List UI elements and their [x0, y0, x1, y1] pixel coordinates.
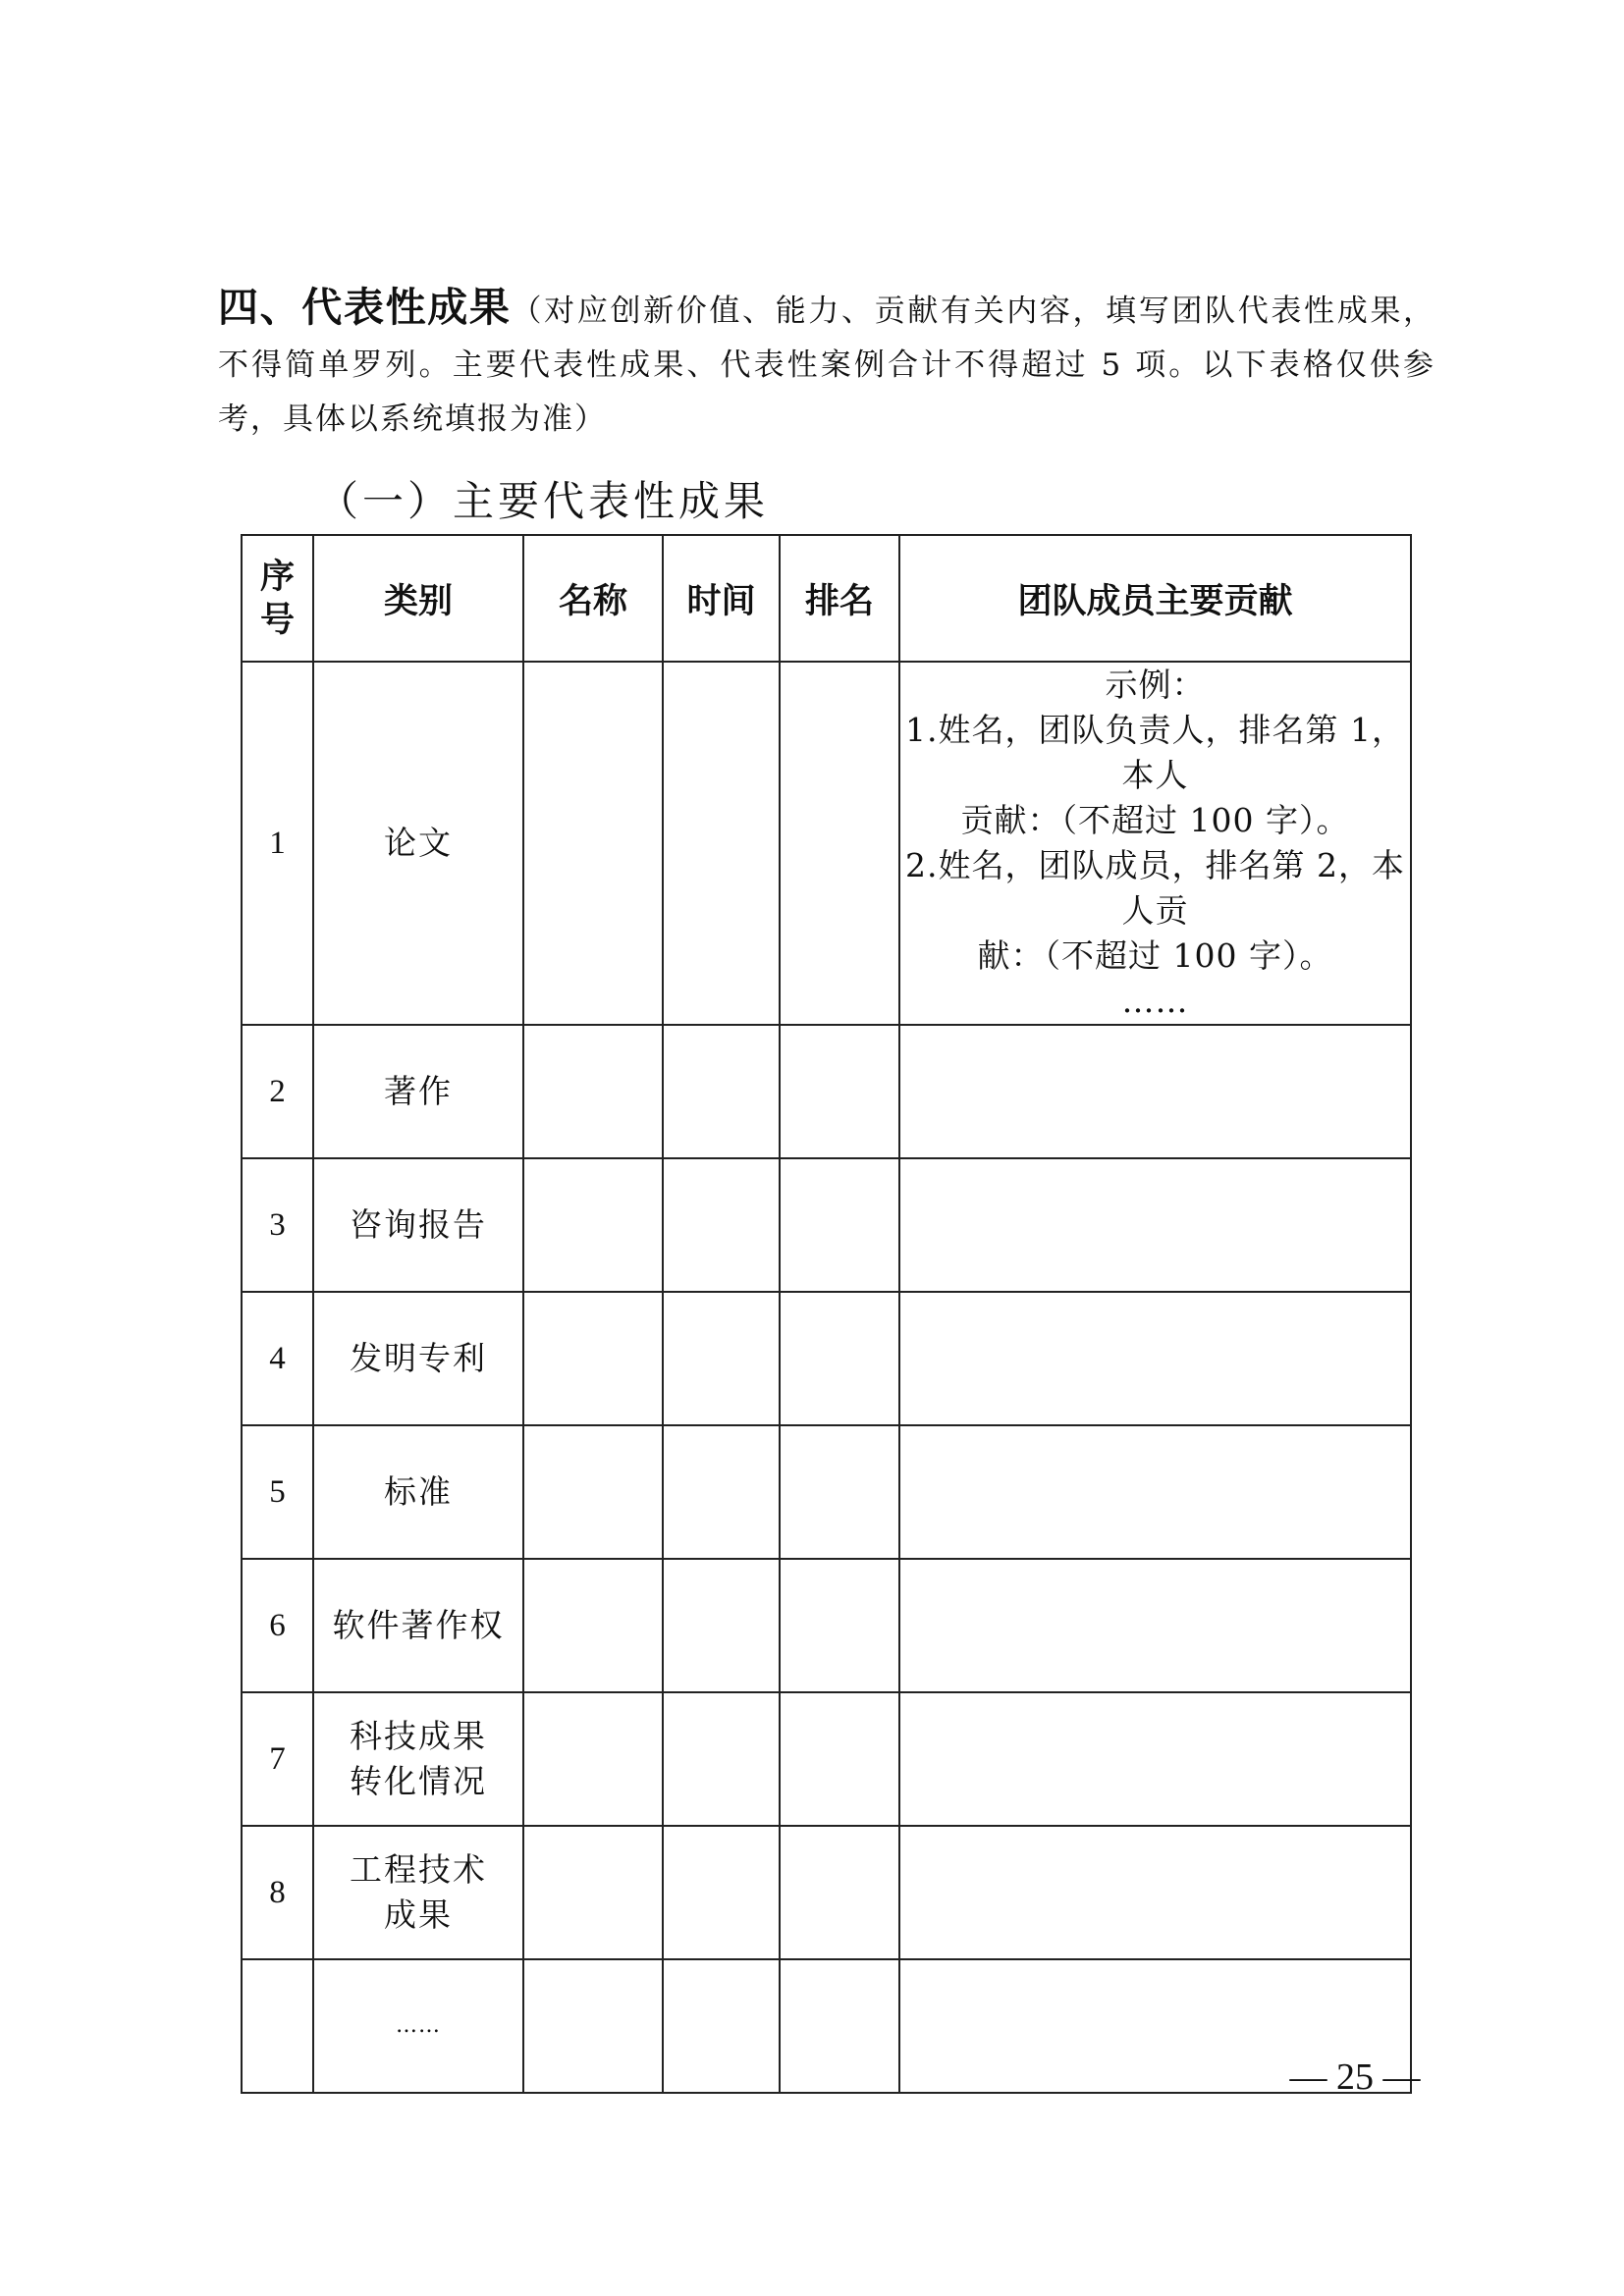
cell-category: [313, 1826, 523, 1959]
category-line: ……: [396, 2013, 441, 2038]
header-rank: 排名: [780, 535, 899, 662]
cell-time: [663, 1158, 780, 1292]
category-line: 工程技术: [350, 1850, 487, 1889]
cell-category: [313, 1692, 523, 1826]
cell-rank: [780, 1425, 899, 1559]
header-name: 名称: [523, 535, 663, 662]
cell-category: [313, 1559, 523, 1692]
cell-name: [523, 1292, 663, 1425]
category-line: 论文: [384, 824, 453, 862]
cell-category: [313, 1959, 523, 2093]
cell-rank: [780, 1025, 899, 1158]
header-serial-line-1: 序: [259, 557, 295, 597]
category-line: 发明专利: [350, 1339, 487, 1377]
subsection-title: （一）主要代表性成果: [317, 477, 770, 525]
cell-serial-number: 6: [242, 1559, 313, 1692]
table-row: [242, 1292, 1411, 1425]
contribution-example-line: 贡献：（不超过 100 字）。: [960, 801, 1350, 839]
cell-category: [313, 1025, 523, 1158]
page-number: — 25 —: [1289, 2056, 1421, 2098]
cell-rank: [780, 1959, 899, 2093]
cell-serial-number: 4: [242, 1292, 313, 1425]
cell-name: [523, 1158, 663, 1292]
cell-name: [523, 1692, 663, 1826]
achievements-table: [241, 534, 1412, 2094]
table-row: [242, 1959, 1411, 2093]
table-row: [242, 1559, 1411, 1692]
cell-rank: [780, 662, 899, 1025]
cell-category: [313, 662, 523, 1025]
header-time: 时间: [663, 535, 780, 662]
cell-time: [663, 1425, 780, 1559]
contribution-example-line: ……: [1121, 982, 1189, 1020]
contribution-example-line: 2.姓名，团队成员，排名第 2，本人贡: [905, 846, 1405, 930]
contribution-example-line: 示例：: [1105, 666, 1206, 704]
cell-category: [313, 1425, 523, 1559]
cell-contribution: [899, 1692, 1411, 1826]
category-line: 科技成果: [350, 1717, 487, 1755]
header-serial-line-2: 号: [259, 600, 295, 640]
cell-serial-number: 7: [242, 1692, 313, 1826]
cell-time: [663, 1826, 780, 1959]
cell-serial-number: 2: [242, 1025, 313, 1158]
cell-contribution: [899, 1292, 1411, 1425]
cell-name: [523, 1559, 663, 1692]
cell-name: [523, 1025, 663, 1158]
cell-rank: [780, 1158, 899, 1292]
category-line: 转化情况: [350, 1762, 487, 1800]
cell-contribution: [899, 1158, 1411, 1292]
cell-name: [523, 662, 663, 1025]
contribution-example-line: 献：（不超过 100 字）。: [977, 936, 1333, 975]
section-heading: [218, 281, 1435, 447]
cell-serial-number: 5: [242, 1425, 313, 1559]
cell-category: [313, 1158, 523, 1292]
cell-rank: [780, 1559, 899, 1692]
header-category: 类别: [313, 535, 523, 662]
table-row: [242, 1692, 1411, 1826]
table-row: [242, 662, 1411, 1025]
table-body: [242, 662, 1411, 2093]
table-row: [242, 1425, 1411, 1559]
section-instructions: （对应创新价值、能力、贡献有关内容，填写团队代表性成果，不得简单罗列。主要代表性成果、代表性案例合计不得超过 5 项。以下表格仅供参考，具体以系统填报为准）: [218, 294, 1435, 437]
cell-contribution: [899, 1826, 1411, 1959]
header-contribution: 团队成员主要贡献: [899, 535, 1411, 662]
cell-serial-number: 1: [242, 662, 313, 1025]
cell-name: [523, 1425, 663, 1559]
cell-contribution: [899, 1425, 1411, 1559]
cell-name: [523, 1826, 663, 1959]
header-serial-number: [242, 535, 313, 662]
cell-rank: [780, 1826, 899, 1959]
cell-time: [663, 662, 780, 1025]
category-line: 著作: [384, 1072, 453, 1110]
contribution-example-line: 1.姓名，团队负责人，排名第 1，本人: [905, 711, 1405, 794]
cell-time: [663, 1692, 780, 1826]
cell-serial-number: 8: [242, 1826, 313, 1959]
cell-rank: [780, 1292, 899, 1425]
cell-contribution: [899, 662, 1411, 1025]
cell-name: [523, 1959, 663, 2093]
cell-contribution: [899, 1025, 1411, 1158]
cell-rank: [780, 1692, 899, 1826]
cell-time: [663, 1025, 780, 1158]
category-line: 成果: [384, 1896, 453, 1934]
cell-serial-number: [242, 1959, 313, 2093]
cell-category: [313, 1292, 523, 1425]
cell-time: [663, 1292, 780, 1425]
cell-time: [663, 1959, 780, 2093]
section-title: 四、代表性成果: [218, 284, 512, 331]
table-row: [242, 1158, 1411, 1292]
category-line: 软件著作权: [332, 1606, 505, 1644]
category-line: 标准: [384, 1472, 453, 1511]
table-row: [242, 1826, 1411, 1959]
cell-time: [663, 1559, 780, 1692]
cell-serial-number: 3: [242, 1158, 313, 1292]
cell-contribution: [899, 1559, 1411, 1692]
table-row: [242, 1025, 1411, 1158]
table-header-row: [242, 535, 1411, 662]
category-line: 咨询报告: [350, 1205, 487, 1244]
